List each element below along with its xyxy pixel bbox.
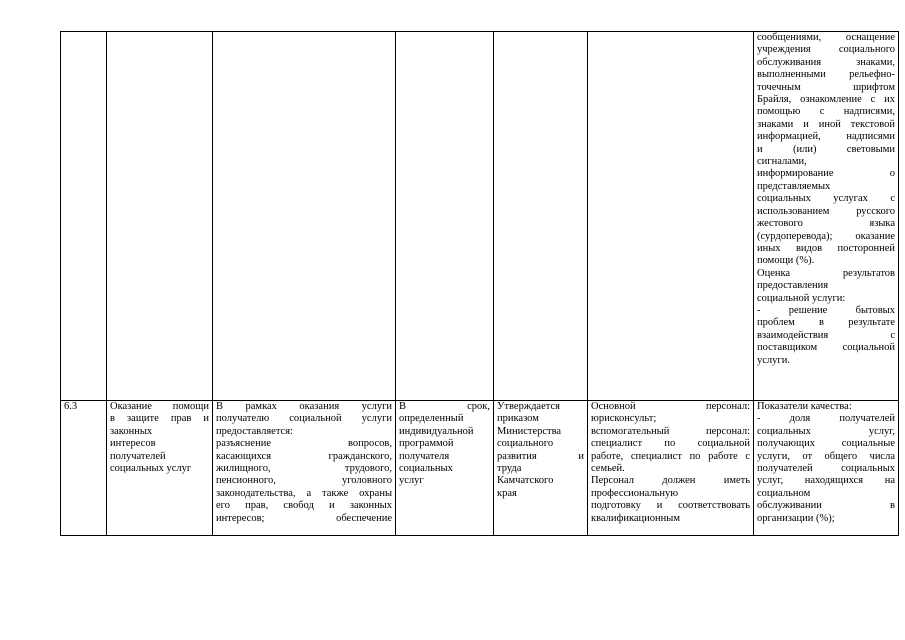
cell-service-tariff: Утверждается приказом Министерства социального развития и труда Камчатского края — [494, 401, 588, 536]
table-row — [61, 401, 899, 536]
cell-term-empty — [396, 32, 494, 401]
cell-number-empty — [61, 32, 107, 401]
cell-service-description: В рамках оказания услуги получателю социальной услуги предоставляется: разъяснение вопросов, касающихся гражданского, жилищного, трудового, пенсионного, уголовного законодательства, а также охраны его прав, свобод и законных интересов; обеспечение — [213, 401, 396, 536]
cell-quality-continued — [754, 32, 899, 401]
cell-name-empty — [107, 32, 213, 401]
cell-service-quality: Показатели качества: - доля получателей социальных услуг, получающих социальные услуги, от общего числа получателей социальных услуг, находящихся на социальном обслуживании в организации (%); — [754, 401, 899, 536]
cell-staff-empty — [588, 32, 754, 401]
services-table — [60, 31, 899, 536]
cell-number — [61, 401, 107, 536]
cell-tariff-empty — [494, 32, 588, 401]
cell-service-term: В срок, определенный индивидуальной программой получателя социальных услуг — [396, 401, 494, 536]
quality-text: сообщениями, оснащение учреждения социального обслуживания знаками, выполненными рельефно- точечным шрифтом Брайля, ознакомление с их помощью с надписями, знаками и иной текстовой информацией, надписями и (или) световыми сигналами, информирование о представляемых социальных услугах с использованием русского жестового языка (сурдоперевода); оказание иных видов посторонней помощи (%). Оценка результатов предоставления социальной услуги: - решение бытовых проблем в результате взаимодействия с поставщиком социальной услуги. — [757, 32, 895, 366]
cell-service-staff: Основной персонал: юрисконсульт; вспомогательный персонал: специалист по социальной работе, специалист по работе с семьей. Персонал должен иметь профессиональную подготовку и соответствовать квалификационным — [588, 401, 754, 536]
cell-description-empty — [213, 32, 396, 401]
cell-service-name: Оказание помощи в защите прав и законных интересов получателей социальных услуг — [107, 401, 213, 536]
table-row — [61, 32, 899, 401]
service-number: 6.3 — [64, 401, 78, 412]
